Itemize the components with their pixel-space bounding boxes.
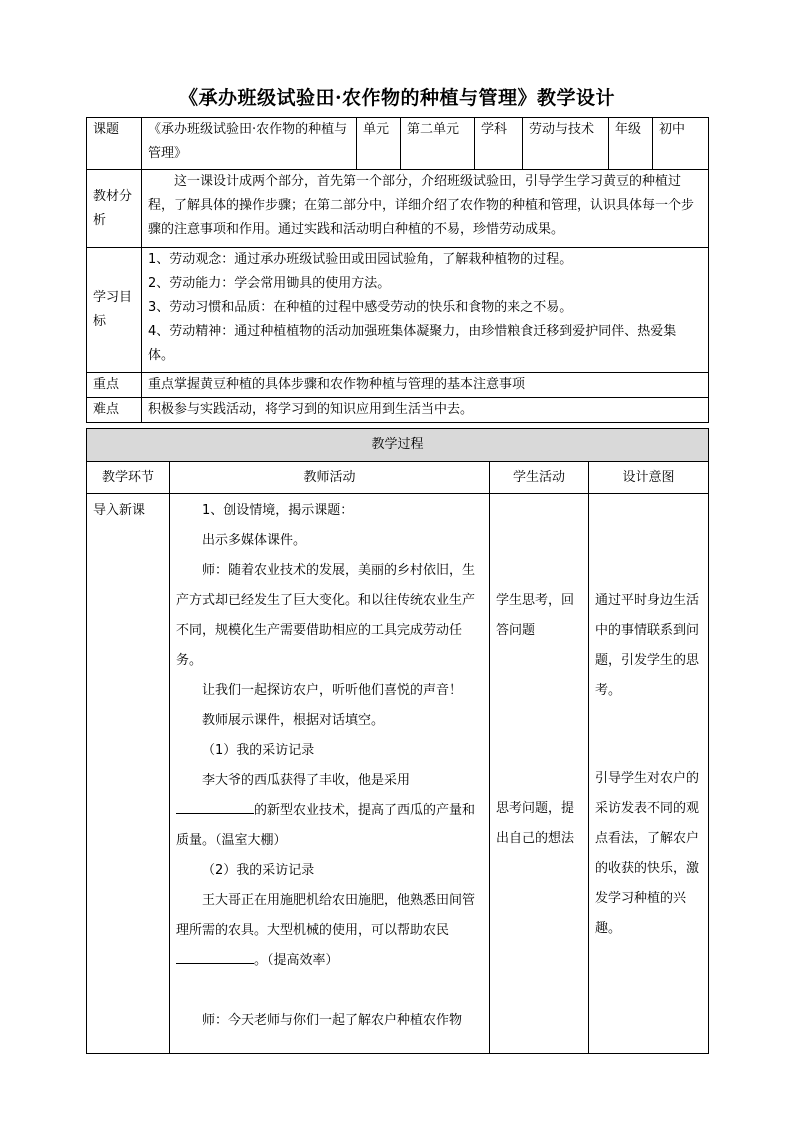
teacher-paragraph xyxy=(176,766,483,856)
intent-text: 通过平时身边生活中的事情联系到问题，引发学生的思考。 xyxy=(595,593,700,698)
objectives-list xyxy=(142,248,709,373)
grade-value: 初中 xyxy=(653,118,709,170)
teacher-paragraph: （2）我的采访记录 xyxy=(202,863,315,878)
teacher-paragraph: 教师展示课件，根据对话填空。 xyxy=(202,713,385,728)
process-header-row xyxy=(87,462,709,494)
grade-label: 年级 xyxy=(609,118,653,170)
student-text: 思考问题，提出自己的想法 xyxy=(496,801,575,846)
teacher-paragraph: 1、创设情境，揭示课题： xyxy=(202,503,354,518)
header-student: 学生活动 xyxy=(490,462,589,494)
header-stage: 教学环节 xyxy=(87,462,170,494)
student-text: 学生思考，回答问题 xyxy=(496,593,575,638)
fill-blank-line xyxy=(176,949,254,964)
student-activity xyxy=(490,494,589,1054)
teacher-paragraph: 出示多媒体课件。 xyxy=(202,533,307,548)
subject-label: 学科 xyxy=(475,118,523,170)
stage-cell: 导入新课 xyxy=(87,494,170,1054)
teacher-text: 。（提高效率） xyxy=(254,953,339,968)
lesson-info-table xyxy=(86,117,709,423)
objectives-row xyxy=(87,248,709,373)
objective-item: 3、劳动习惯和品质：在种植的过程中感受劳动的快乐和食物的来之不易。 xyxy=(148,300,573,315)
subject-value: 劳动与技术 xyxy=(523,118,609,170)
teacher-paragraph: 让我们一起探访农户，听听他们喜悦的声音！ xyxy=(202,683,463,698)
course-label: 课题 xyxy=(87,118,142,170)
teacher-paragraph: 师：今天老师与你们一起了解农户种植农作物 xyxy=(202,1013,463,1028)
objectives-label: 学习目标 xyxy=(87,248,142,373)
objective-item: 1、劳动观念：通过承办班级试验田或田园试验角，了解栽种植物的过程。 xyxy=(148,252,573,267)
page-title: 《承办班级试验田·农作物的种植与管理》教学设计 xyxy=(178,87,616,109)
header-teacher: 教师活动 xyxy=(170,462,490,494)
key-point-label: 重点 xyxy=(87,373,142,398)
difficulty-row xyxy=(87,398,709,423)
course-value: 《承办班级试验田·农作物的种植与管理》 xyxy=(142,118,357,170)
teacher-text: 李大爷的西瓜获得了丰收，他是采用 xyxy=(202,773,411,788)
process-title-row xyxy=(87,429,709,462)
analysis-label: 教材分析 xyxy=(87,170,142,248)
design-intent xyxy=(589,494,709,1054)
unit-label: 单元 xyxy=(357,118,401,170)
teacher-text: 王大哥正在用施肥机给农田施肥，他熟悉田间管理所需的农具。大型机械的使用，可以帮助农民 xyxy=(176,893,476,938)
process-content-row xyxy=(87,494,709,1054)
unit-value: 第二单元 xyxy=(401,118,475,170)
analysis-row xyxy=(87,170,709,248)
objective-item: 4、劳动精神：通过种植植物的活动加强班集体凝聚力，由珍惜粮食迁移到爱护同伴、热爱集体。 xyxy=(148,324,677,363)
process-title: 教学过程 xyxy=(87,429,709,462)
key-point-row xyxy=(87,373,709,398)
teacher-text: 的新型农业技术，提高了西瓜的产量和质量。（温室大棚） xyxy=(176,803,476,848)
teacher-activity xyxy=(170,494,490,1054)
analysis-text: 这一课设计成两个部分，首先第一个部分，介绍班级试验田，引导学生学习黄豆的种植过程，了解具体的操作步骤；在第二部分中，详细介绍了农作物的种植和管理，认识具体每一个步骤的注意事项和作用。通过实践和活动明白种植的不易，珍惜劳动成果。 xyxy=(142,170,709,248)
objective-item: 2、劳动能力：学会常用锄具的使用方法。 xyxy=(148,276,391,291)
key-point-text: 重点掌握黄豆种植的具体步骤和农作物种植与管理的基本注意事项 xyxy=(142,373,709,398)
teacher-paragraph xyxy=(176,886,483,976)
intent-text: 引导学生对农户的采访发表不同的观点看法，了解农户的收获的快乐，激发学习种植的兴趣。 xyxy=(595,771,700,936)
difficulty-label: 难点 xyxy=(87,398,142,423)
fill-blank-line xyxy=(176,799,254,814)
teacher-paragraph: 师：随着农业技术的发展，美丽的乡村依旧，生产方式却已经发生了巨大变化。和以往传统农业生产不同，规模化生产需要借助相应的工具完成劳动任务。 xyxy=(176,563,476,668)
teacher-paragraph: （1）我的采访记录 xyxy=(202,743,315,758)
teaching-process-table xyxy=(86,428,709,1054)
difficulty-text: 积极参与实践活动，将学习到的知识应用到生活当中去。 xyxy=(142,398,709,423)
spacer xyxy=(176,976,483,1006)
header-row xyxy=(87,118,709,170)
header-intent: 设计意图 xyxy=(589,462,709,494)
